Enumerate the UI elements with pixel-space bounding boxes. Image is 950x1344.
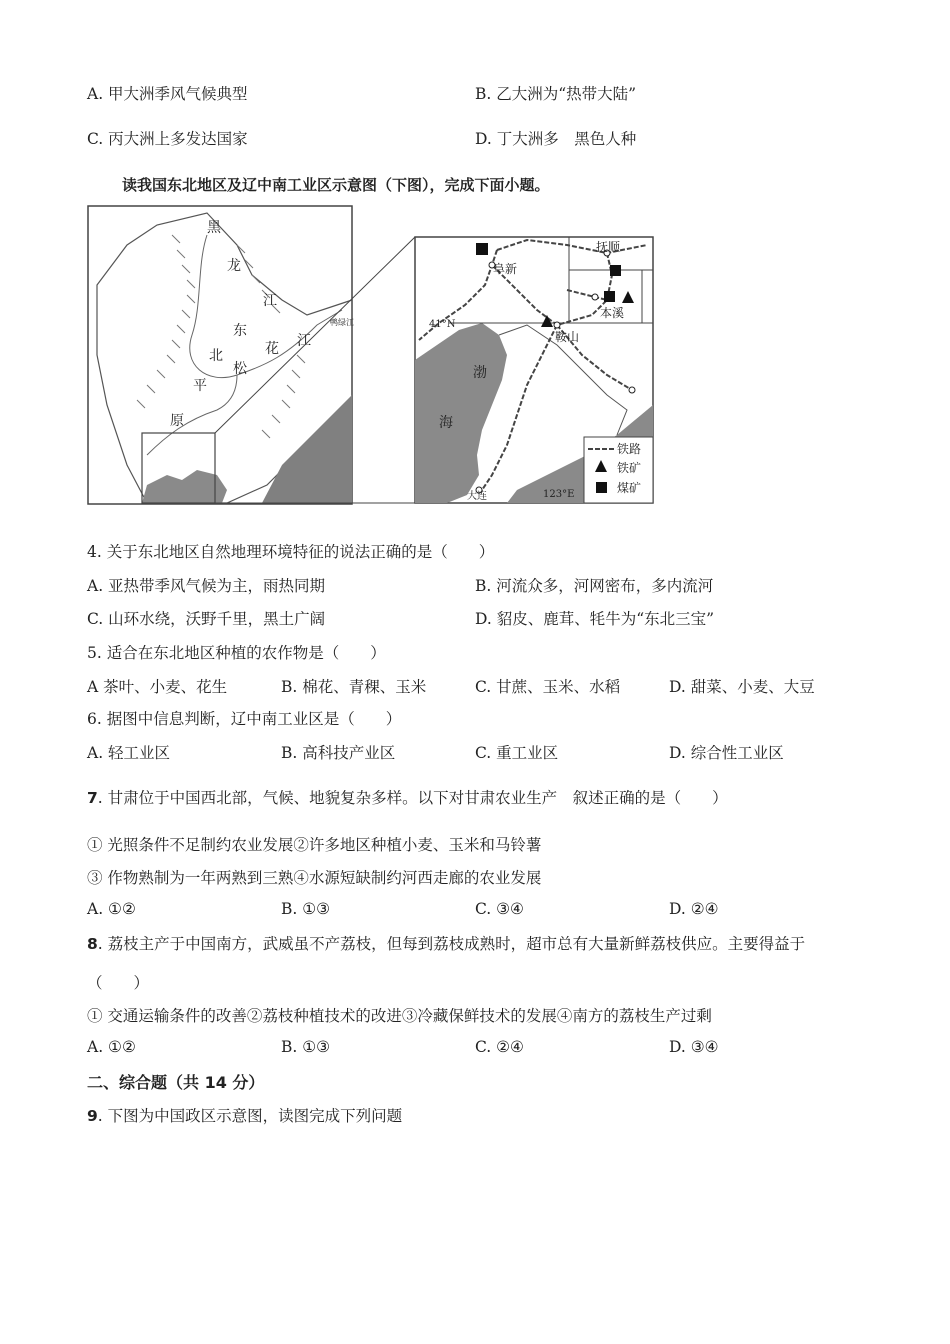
- q7-statement-2: ③ 作物熟制为一年两熟到三熟④水源短缺制约河西走廊的农业发展: [87, 869, 542, 887]
- label-hei: 黑: [207, 220, 221, 236]
- q3-option-b: B. 乙大洲为“热带大陆”: [475, 85, 637, 103]
- q4-option-b: B. 河流众多，河网密布，多内流河: [475, 577, 714, 595]
- q5-option-a: A 茶叶、小麦、花生: [87, 678, 228, 696]
- label-jiang-2: 江: [297, 333, 311, 349]
- q7-option-a: A. ①②: [87, 900, 136, 918]
- q7-statement-1: ① 光照条件不足制约农业发展②许多地区种植小麦、玉米和马铃薯: [87, 836, 542, 854]
- material-intro: 读我国东北地区及辽中南工业区示意图（下图），完成下面小题。: [122, 176, 550, 194]
- q8-statement: ① 交通运输条件的改善②荔枝种植技术的改进③冷藏保鲜技术的发展④南方的荔枝生产过剩: [87, 1007, 712, 1025]
- legend-coal: 煤矿: [617, 481, 642, 495]
- q6-option-b: B. 高科技产业区: [281, 744, 396, 762]
- q7-option-d: D. ②④: [669, 900, 719, 918]
- q4-option-a: A. 亚热带季风气候为主，雨热同期: [87, 577, 326, 595]
- q7-option-b: B. ①③: [281, 900, 331, 918]
- label-long: 龙: [227, 258, 241, 274]
- q7-option-c: C. ③④: [475, 900, 524, 918]
- q9-stem: . 下图为中国政区示意图，读图完成下列问题: [97, 1107, 403, 1125]
- q3-option-a: A. 甲大洲季风气候典型: [87, 85, 248, 103]
- q4-stem: 4. 关于东北地区自然地理环境特征的说法正确的是（ ）: [87, 543, 495, 561]
- city-dalian: 大连: [467, 491, 487, 502]
- q8-option-a: A. ①②: [87, 1038, 136, 1056]
- label-hua: 花: [265, 341, 279, 357]
- coal-marker-fushun: [610, 265, 621, 276]
- q8-stem-line: [87, 932, 805, 954]
- q8-stem: . 荔枝主产于中国南方，武威虽不产荔枝，但每到荔枝成熟时，超市总有大量新鲜荔枝供应。主要得益于: [97, 935, 806, 953]
- city-fushun: 抚顺: [596, 240, 621, 254]
- q5-stem: 5. 适合在东北地区种植的农作物是（ ）: [87, 644, 386, 662]
- q5-option-c: C. 甘蔗、玉米、水稻: [475, 678, 621, 696]
- q6-option-a: A. 轻工业区: [87, 744, 171, 762]
- legend-iron: 铁矿: [617, 461, 642, 475]
- q3-option-c: C. 丙大洲上多发达国家: [87, 130, 248, 148]
- lat-label: 41°N: [429, 319, 456, 330]
- q8-option-b: B. ①③: [281, 1038, 331, 1056]
- q8-option-d: D. ③④: [669, 1038, 719, 1056]
- label-yalu: 鸭绿江: [330, 318, 354, 327]
- q7-stem-line: [87, 786, 728, 808]
- sea-label-bo: 渤: [473, 365, 487, 381]
- label-song: 松: [233, 361, 247, 377]
- q3-option-d: D. 丁大洲多 黑色人种: [475, 130, 637, 148]
- label-bei: 北: [209, 348, 223, 364]
- city-benxi: 本溪: [600, 306, 625, 320]
- q5-option-b: B. 棉花、青稞、玉米: [281, 678, 427, 696]
- lon-label: 123°E: [543, 489, 575, 500]
- q4-option-c: C. 山环水绕，沃野千里，黑土广阔: [87, 610, 326, 628]
- q9-number: 9: [87, 1107, 98, 1125]
- city-fuxin: 阜新: [493, 262, 518, 276]
- q9-stem-line: [87, 1104, 402, 1126]
- label-ping: 平: [193, 378, 207, 394]
- q6-option-d: D. 综合性工业区: [669, 744, 784, 762]
- section-2-heading: 二、综合题（共 14 分）: [87, 1073, 265, 1092]
- sea-label-hai: 海: [439, 415, 453, 431]
- liaozhongnan-map: [415, 237, 653, 503]
- q4-option-d: D. 貂皮、鹿茸、牦牛为“东北三宝”: [475, 610, 715, 628]
- q8-number: 8: [87, 935, 98, 953]
- city-anshan: 鞍山: [555, 330, 580, 344]
- map-legend: [584, 437, 653, 503]
- coal-marker-benxi: [604, 291, 615, 302]
- q8-option-c: C. ②④: [475, 1038, 524, 1056]
- q8-paren: （ ）: [87, 974, 150, 992]
- q6-stem: 6. 据图中信息判断，辽中南工业区是（ ）: [87, 710, 402, 728]
- q6-option-c: C. 重工业区: [475, 744, 559, 762]
- q7-stem: . 甘肃位于中国西北部，气候、地貌复杂多样。以下对甘肃农业生产 叙述正确的是（ ）: [97, 789, 728, 807]
- q7-number: 7: [87, 789, 98, 807]
- northeast-map-figure: [87, 205, 655, 505]
- northeast-region-map: [88, 206, 354, 504]
- coal-marker-fuxin: [476, 243, 488, 255]
- label-dong: 东: [233, 323, 247, 339]
- q5-option-d: D. 甜菜、小麦、大豆: [669, 678, 815, 696]
- legend-railway: 铁路: [617, 442, 642, 456]
- label-yuan: 原: [170, 413, 184, 429]
- label-jiang-1: 江: [263, 293, 277, 309]
